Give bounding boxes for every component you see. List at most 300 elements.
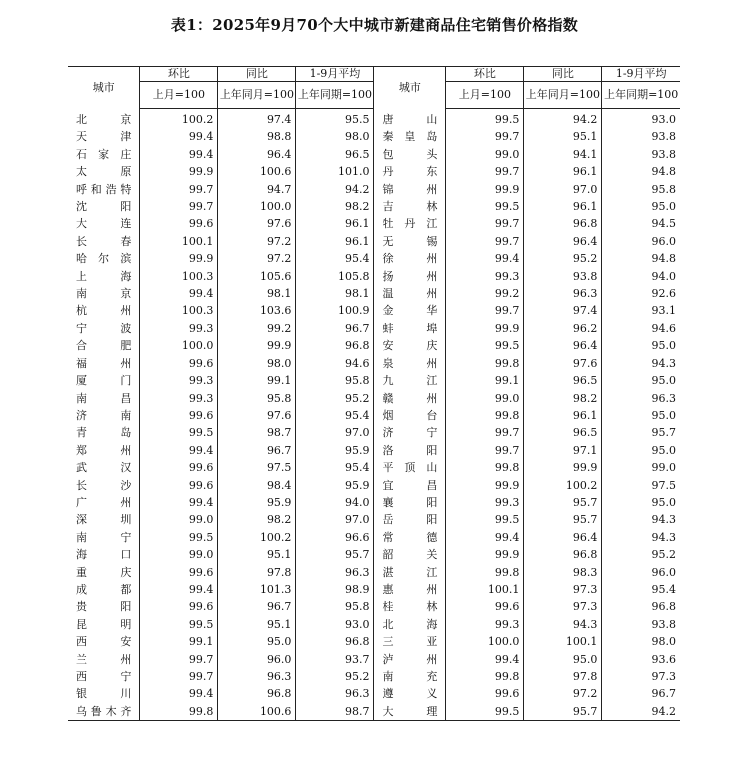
index-ytd: 95.4 (296, 459, 374, 476)
city-name: 哈尔滨 (76, 252, 132, 266)
index-mom: 99.6 (140, 215, 218, 232)
index-ytd: 95.2 (296, 390, 374, 407)
index-yoy: 96.8 (524, 546, 602, 563)
index-yoy: 97.8 (524, 668, 602, 685)
index-mom: 100.1 (140, 233, 218, 250)
index-ytd: 95.4 (296, 407, 374, 424)
index-mom: 99.7 (446, 424, 524, 441)
city-name: 大连 (76, 217, 132, 231)
index-mom: 99.4 (446, 250, 524, 267)
index-mom: 99.6 (140, 355, 218, 372)
index-ytd: 96.1 (296, 215, 374, 232)
city-name: 唐山 (374, 109, 446, 129)
index-yoy: 95.7 (524, 494, 602, 511)
index-mom: 99.9 (140, 163, 218, 180)
index-ytd: 98.7 (296, 703, 374, 721)
index-ytd: 101.0 (296, 163, 374, 180)
city-name: 长春 (76, 234, 132, 248)
col-subheader-mom-base: 上月=100 (140, 82, 218, 109)
city-name: 长沙 (76, 478, 132, 492)
index-ytd: 98.0 (602, 633, 680, 650)
table-row (68, 163, 680, 180)
index-yoy: 94.3 (524, 616, 602, 633)
index-mom: 99.4 (140, 128, 218, 145)
index-yoy: 100.2 (524, 477, 602, 494)
index-ytd: 93.0 (602, 109, 680, 129)
table-row (68, 442, 680, 459)
index-ytd: 100.9 (296, 302, 374, 319)
index-mom: 99.7 (446, 128, 524, 145)
index-mom: 99.7 (446, 215, 524, 232)
index-mom: 100.0 (140, 337, 218, 354)
index-mom: 99.5 (140, 424, 218, 441)
table-row (68, 233, 680, 250)
index-yoy: 95.0 (218, 633, 296, 650)
index-ytd: 95.0 (602, 407, 680, 424)
table-row (68, 407, 680, 424)
city-name: 无锡 (374, 233, 446, 250)
index-ytd: 99.0 (602, 459, 680, 476)
table-row (68, 390, 680, 407)
index-mom: 99.8 (446, 564, 524, 581)
table-row (68, 215, 680, 232)
index-yoy: 96.4 (218, 146, 296, 163)
table-row (68, 494, 680, 511)
index-yoy: 98.0 (218, 355, 296, 372)
city-name: 太原 (76, 165, 132, 179)
city-name: 西宁 (76, 670, 132, 683)
index-yoy: 95.1 (524, 128, 602, 145)
table-row (68, 320, 680, 337)
index-yoy: 97.5 (218, 459, 296, 476)
index-yoy: 96.1 (524, 407, 602, 424)
index-mom: 100.2 (140, 109, 218, 129)
city-name: 呼和浩特 (76, 182, 132, 196)
city-name: 牡丹江 (374, 215, 446, 232)
city-name: 济南 (76, 408, 132, 422)
index-yoy: 96.3 (524, 285, 602, 302)
index-mom: 99.3 (140, 372, 218, 389)
index-yoy: 98.8 (218, 128, 296, 145)
index-ytd: 94.8 (602, 250, 680, 267)
city-name: 昆明 (76, 617, 132, 631)
table-row (68, 581, 680, 598)
index-yoy: 100.0 (218, 198, 296, 215)
city-name: 韶关 (374, 546, 446, 563)
index-mom: 99.0 (446, 146, 524, 163)
index-yoy: 98.2 (524, 390, 602, 407)
index-yoy: 95.7 (524, 703, 602, 721)
index-ytd: 96.3 (602, 390, 680, 407)
index-yoy: 97.2 (218, 250, 296, 267)
index-yoy: 95.8 (218, 390, 296, 407)
index-mom: 99.3 (446, 268, 524, 285)
table-row (68, 128, 680, 145)
city-name: 上海 (76, 269, 132, 283)
index-yoy: 96.8 (524, 215, 602, 232)
city-name: 扬州 (374, 268, 446, 285)
city-name: 乌鲁木齐 (68, 703, 140, 721)
index-yoy: 96.4 (524, 233, 602, 250)
index-ytd: 96.6 (296, 529, 374, 546)
index-yoy: 97.1 (524, 442, 602, 459)
index-ytd: 96.3 (296, 685, 374, 702)
city-name: 包头 (374, 146, 446, 163)
index-yoy: 105.6 (218, 268, 296, 285)
index-yoy: 96.5 (524, 424, 602, 441)
index-ytd: 95.0 (602, 494, 680, 511)
col-subheader-mom-base: 上月=100 (446, 82, 524, 109)
index-ytd: 94.2 (602, 703, 680, 721)
city-name: 遵义 (374, 685, 446, 702)
col-header-city: 城市 (374, 67, 446, 109)
index-ytd: 93.0 (296, 616, 374, 633)
index-yoy: 99.2 (218, 320, 296, 337)
city-name: 金华 (374, 302, 446, 319)
index-yoy: 96.1 (524, 163, 602, 180)
index-mom: 99.5 (446, 511, 524, 528)
index-yoy: 99.9 (524, 459, 602, 476)
index-ytd: 94.5 (602, 215, 680, 232)
index-mom: 99.5 (140, 529, 218, 546)
index-mom: 99.8 (446, 407, 524, 424)
index-yoy: 96.4 (524, 529, 602, 546)
table-body (68, 109, 680, 721)
index-mom: 99.4 (140, 685, 218, 702)
index-yoy: 98.7 (218, 424, 296, 441)
index-yoy: 100.2 (218, 529, 296, 546)
index-ytd: 94.2 (296, 181, 374, 198)
city-name: 北海 (374, 616, 446, 633)
city-name: 桂林 (374, 598, 446, 615)
index-ytd: 96.7 (296, 320, 374, 337)
index-yoy: 95.7 (524, 511, 602, 528)
index-yoy: 97.0 (524, 181, 602, 198)
index-yoy: 97.3 (524, 581, 602, 598)
city-name: 石家庄 (76, 147, 132, 161)
index-yoy: 96.7 (218, 442, 296, 459)
index-mom: 99.9 (140, 250, 218, 267)
index-mom: 99.6 (446, 685, 524, 702)
index-yoy: 100.6 (218, 703, 296, 721)
table-row (68, 372, 680, 389)
city-name: 锦州 (374, 181, 446, 198)
index-mom: 99.7 (446, 233, 524, 250)
city-name: 南京 (76, 287, 132, 301)
index-ytd: 96.1 (296, 233, 374, 250)
city-name: 武汉 (76, 461, 132, 475)
city-name: 洛阳 (374, 442, 446, 459)
col-subheader-ytd-base: 上年同期=100 (296, 82, 374, 109)
index-mom: 99.1 (140, 633, 218, 650)
index-ytd: 95.8 (296, 598, 374, 615)
index-mom: 99.5 (446, 198, 524, 215)
index-yoy: 97.4 (524, 302, 602, 319)
index-mom: 99.7 (446, 163, 524, 180)
city-name: 广州 (76, 495, 132, 509)
index-ytd: 94.6 (296, 355, 374, 372)
index-mom: 99.4 (140, 581, 218, 598)
index-yoy: 98.1 (218, 285, 296, 302)
index-yoy: 97.6 (218, 215, 296, 232)
index-mom: 99.7 (446, 442, 524, 459)
index-ytd: 95.8 (296, 372, 374, 389)
index-yoy: 96.5 (524, 372, 602, 389)
index-yoy: 96.2 (524, 320, 602, 337)
index-mom: 99.8 (446, 355, 524, 372)
city-name: 合肥 (76, 339, 132, 353)
index-mom: 100.3 (140, 302, 218, 319)
index-mom: 99.9 (446, 181, 524, 198)
index-ytd: 105.8 (296, 268, 374, 285)
index-yoy: 94.2 (524, 109, 602, 129)
index-mom: 99.3 (446, 616, 524, 633)
city-name: 烟台 (374, 407, 446, 424)
index-ytd: 94.3 (602, 529, 680, 546)
index-ytd: 95.9 (296, 477, 374, 494)
city-name: 济宁 (374, 424, 446, 441)
city-name: 襄阳 (374, 494, 446, 511)
index-mom: 99.6 (140, 407, 218, 424)
index-mom: 99.0 (140, 546, 218, 563)
index-ytd: 95.2 (602, 546, 680, 563)
index-yoy: 98.3 (524, 564, 602, 581)
index-mom: 99.4 (140, 442, 218, 459)
index-mom: 99.8 (446, 668, 524, 685)
index-ytd: 97.0 (296, 511, 374, 528)
index-yoy: 96.3 (218, 668, 296, 685)
index-yoy: 96.0 (218, 651, 296, 668)
index-ytd: 95.5 (296, 109, 374, 129)
index-yoy: 96.1 (524, 198, 602, 215)
index-mom: 99.5 (446, 337, 524, 354)
city-name: 天津 (76, 130, 132, 144)
table-row (68, 651, 680, 668)
index-ytd: 96.3 (296, 564, 374, 581)
city-name: 吉林 (374, 198, 446, 215)
city-name: 平顶山 (374, 459, 446, 476)
index-mom: 99.7 (446, 302, 524, 319)
index-ytd: 95.4 (602, 581, 680, 598)
col-header-yoy: 同比 (218, 67, 296, 82)
table-row (68, 181, 680, 198)
city-name: 徐州 (374, 250, 446, 267)
index-ytd: 96.8 (602, 598, 680, 615)
index-mom: 99.7 (140, 181, 218, 198)
col-header-ytd: 1-9月平均 (602, 67, 680, 82)
index-mom: 99.0 (140, 511, 218, 528)
city-name: 秦皇岛 (374, 128, 446, 145)
city-name: 南充 (374, 668, 446, 685)
index-mom: 99.7 (140, 668, 218, 685)
index-mom: 99.3 (446, 494, 524, 511)
index-mom: 99.4 (446, 651, 524, 668)
index-yoy: 97.6 (524, 355, 602, 372)
index-yoy: 100.1 (524, 633, 602, 650)
city-name: 南宁 (76, 530, 132, 544)
index-mom: 99.6 (446, 598, 524, 615)
city-name: 三亚 (374, 633, 446, 650)
city-name: 贵阳 (76, 600, 132, 614)
col-header-mom: 环比 (140, 67, 218, 82)
col-header-ytd: 1-9月平均 (296, 67, 374, 82)
index-ytd: 97.5 (602, 477, 680, 494)
col-header-mom: 环比 (446, 67, 524, 82)
index-ytd: 95.7 (602, 424, 680, 441)
city-name: 宁波 (76, 321, 132, 335)
city-name: 泸州 (374, 651, 446, 668)
index-ytd: 96.7 (602, 685, 680, 702)
city-name: 湛江 (374, 564, 446, 581)
index-ytd: 93.8 (602, 616, 680, 633)
index-ytd: 98.0 (296, 128, 374, 145)
index-mom: 99.9 (446, 477, 524, 494)
city-name: 兰州 (76, 652, 132, 666)
index-mom: 99.7 (140, 651, 218, 668)
index-mom: 99.1 (446, 372, 524, 389)
index-mom: 99.4 (140, 494, 218, 511)
index-mom: 99.8 (446, 459, 524, 476)
index-yoy: 97.4 (218, 109, 296, 129)
index-ytd: 95.0 (602, 337, 680, 354)
city-name: 福州 (76, 356, 132, 370)
index-ytd: 94.8 (602, 163, 680, 180)
table-row (68, 511, 680, 528)
index-yoy: 101.3 (218, 581, 296, 598)
index-ytd: 94.6 (602, 320, 680, 337)
index-yoy: 98.4 (218, 477, 296, 494)
table-title: 表1：2025年9月70个大中城市新建商品住宅销售价格指数 (170, 16, 579, 34)
index-mom: 99.6 (140, 598, 218, 615)
table-row (68, 703, 680, 721)
index-yoy: 97.2 (218, 233, 296, 250)
index-mom: 99.4 (140, 146, 218, 163)
index-yoy: 96.8 (218, 685, 296, 702)
index-yoy: 94.1 (524, 146, 602, 163)
city-name: 安庆 (374, 337, 446, 354)
table-row (68, 268, 680, 285)
index-ytd: 95.0 (602, 198, 680, 215)
table-row (68, 477, 680, 494)
city-name: 郑州 (76, 443, 132, 457)
index-yoy: 103.6 (218, 302, 296, 319)
city-name: 重庆 (76, 565, 132, 579)
index-yoy: 96.4 (524, 337, 602, 354)
col-header-city: 城市 (68, 67, 140, 109)
index-ytd: 94.0 (602, 268, 680, 285)
index-ytd: 96.5 (296, 146, 374, 163)
index-mom: 99.4 (140, 285, 218, 302)
index-ytd: 94.0 (296, 494, 374, 511)
city-name: 北京 (76, 112, 132, 126)
col-subheader-ytd-base: 上年同期=100 (602, 82, 680, 109)
price-index-table (68, 66, 680, 721)
city-name: 温州 (374, 285, 446, 302)
index-yoy: 98.2 (218, 511, 296, 528)
city-name: 厦门 (76, 374, 132, 388)
index-ytd: 95.7 (296, 546, 374, 563)
city-name: 泉州 (374, 355, 446, 372)
table-row (68, 459, 680, 476)
city-name: 宜昌 (374, 477, 446, 494)
city-name: 蚌埠 (374, 320, 446, 337)
index-mom: 100.3 (140, 268, 218, 285)
index-ytd: 98.2 (296, 198, 374, 215)
index-mom: 99.6 (140, 564, 218, 581)
index-ytd: 95.8 (602, 181, 680, 198)
city-name: 南昌 (76, 391, 132, 405)
index-ytd: 95.4 (296, 250, 374, 267)
index-ytd: 95.0 (602, 442, 680, 459)
index-yoy: 99.1 (218, 372, 296, 389)
index-yoy: 95.1 (218, 616, 296, 633)
city-name: 杭州 (76, 304, 132, 318)
index-mom: 99.6 (140, 477, 218, 494)
table-row (68, 424, 680, 441)
index-ytd: 97.3 (602, 668, 680, 685)
table-row (68, 685, 680, 702)
city-name: 深圳 (76, 513, 132, 527)
table-row (68, 198, 680, 215)
index-yoy: 97.6 (218, 407, 296, 424)
city-name: 银川 (76, 687, 132, 701)
table-row (68, 109, 680, 129)
index-yoy: 93.8 (524, 268, 602, 285)
city-name: 岳阳 (374, 511, 446, 528)
index-yoy: 97.8 (218, 564, 296, 581)
city-name: 赣州 (374, 390, 446, 407)
index-yoy: 94.7 (218, 181, 296, 198)
index-ytd: 93.8 (602, 128, 680, 145)
index-ytd: 98.1 (296, 285, 374, 302)
index-ytd: 93.7 (296, 651, 374, 668)
table-row (68, 616, 680, 633)
city-name: 常德 (374, 529, 446, 546)
table-row (68, 598, 680, 615)
table-row (68, 564, 680, 581)
index-yoy: 99.9 (218, 337, 296, 354)
city-name: 惠州 (374, 581, 446, 598)
index-ytd: 96.0 (602, 564, 680, 581)
city-name: 沈阳 (76, 200, 132, 214)
index-mom: 99.9 (446, 320, 524, 337)
index-mom: 100.0 (446, 633, 524, 650)
city-name: 海口 (76, 548, 132, 562)
index-yoy: 95.0 (524, 651, 602, 668)
index-ytd: 95.2 (296, 668, 374, 685)
index-yoy: 95.2 (524, 250, 602, 267)
table-row (68, 529, 680, 546)
index-mom: 99.3 (140, 390, 218, 407)
index-mom: 99.9 (446, 546, 524, 563)
index-mom: 99.5 (140, 616, 218, 633)
index-ytd: 96.8 (296, 633, 374, 650)
table-row (68, 302, 680, 319)
index-yoy: 100.6 (218, 163, 296, 180)
index-yoy: 97.2 (524, 685, 602, 702)
index-mom: 99.7 (140, 198, 218, 215)
table-header (68, 67, 680, 109)
table-row (68, 285, 680, 302)
index-mom: 99.6 (140, 459, 218, 476)
index-mom: 99.5 (446, 109, 524, 129)
index-ytd: 96.8 (296, 337, 374, 354)
index-ytd: 94.3 (602, 511, 680, 528)
col-subheader-yoy-base: 上年同月=100 (524, 82, 602, 109)
index-yoy: 96.7 (218, 598, 296, 615)
index-ytd: 97.0 (296, 424, 374, 441)
col-header-yoy: 同比 (524, 67, 602, 82)
